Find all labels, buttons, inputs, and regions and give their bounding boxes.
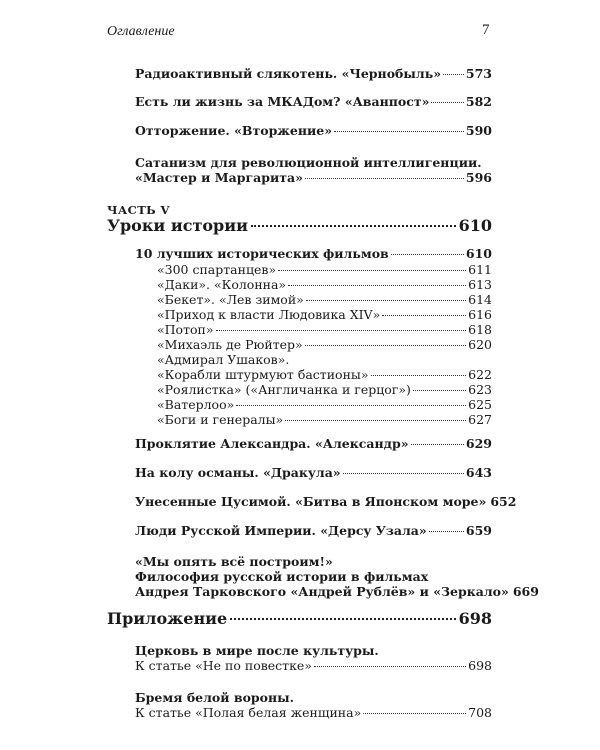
dot-leader <box>391 254 464 255</box>
toc-entry-title-line2: К статье «Не по повестке» <box>135 658 312 673</box>
toc-entry-title-line1: Сатанизм для революционной интеллигенции. <box>135 155 482 170</box>
toc-subentry-page: 614 <box>468 292 492 307</box>
toc-entry-title: Есть ли жизнь за МКАДом? «Аванпост» <box>135 94 430 109</box>
toc-entry[interactable] <box>135 246 492 261</box>
dot-leader <box>285 420 466 421</box>
toc-entry-title-line2: Философия русской истории в фильмах <box>135 569 429 584</box>
toc-entry-page: 596 <box>465 170 492 185</box>
toc-subentry[interactable] <box>157 412 492 427</box>
toc-subentry-page: 625 <box>468 397 492 412</box>
toc-subentry[interactable] <box>157 382 492 397</box>
dot-leader <box>236 405 466 406</box>
toc-subentry-title: «Потоп» <box>157 322 214 337</box>
dot-leader <box>382 315 466 316</box>
dot-leader <box>413 390 466 391</box>
part-label: ЧАСТЬ V <box>107 203 170 217</box>
dot-leader <box>343 473 464 474</box>
part-page: 610 <box>458 216 492 235</box>
toc-entry-title-line2: «Мастер и Маргарита» <box>135 170 303 185</box>
toc-entry-title: На колу османы. «Дракула» <box>135 465 341 480</box>
toc-entry[interactable] <box>135 523 492 538</box>
toc-subentry-page: 627 <box>468 412 492 427</box>
toc-entry[interactable] <box>135 94 492 109</box>
toc-entry[interactable] <box>135 436 492 451</box>
toc-entry[interactable] <box>135 658 492 673</box>
toc-subentry-title: «Ватерлоо» <box>157 397 235 412</box>
toc-entry-title: Отторжение. «Вторжение» <box>135 123 333 138</box>
dot-leader <box>363 713 466 714</box>
page-number: 7 <box>482 22 490 38</box>
toc-entry-title: Радиоактивный слякотень. «Чернобыль» <box>135 66 442 81</box>
toc-entry-page: 659 <box>465 523 492 538</box>
toc-subentry[interactable] <box>157 277 492 292</box>
part-title: Уроки истории <box>107 216 248 235</box>
toc-entry-page: 629 <box>465 436 492 451</box>
toc-entry[interactable] <box>135 66 492 81</box>
toc-subentry[interactable] <box>157 262 492 277</box>
toc-entry-title-line1: Церковь в мире после культуры. <box>135 643 379 658</box>
toc-subentry-title: «Даки». «Колонна» <box>157 277 287 292</box>
toc-entry-page: 582 <box>465 94 492 109</box>
toc-subentry[interactable] <box>157 322 492 337</box>
toc-entry-page: 610 <box>465 246 492 261</box>
toc-entry-title-line2: К статье «Полая белая женщина» <box>135 705 362 720</box>
dot-leader <box>230 618 455 620</box>
toc-subentry-title: «Приход к власти Людовика XIV» <box>157 307 381 322</box>
dot-leader <box>431 102 464 103</box>
dot-leader <box>371 375 467 376</box>
dot-leader <box>278 270 466 271</box>
toc-entry-page: 643 <box>465 465 492 480</box>
appendix-title: Приложение <box>107 609 228 628</box>
dot-leader <box>334 131 464 132</box>
dot-leader <box>251 225 456 227</box>
toc-subentry-page: 622 <box>468 367 492 382</box>
toc-subentry-page: 613 <box>468 277 492 292</box>
toc-subentry-page: 623 <box>468 382 492 397</box>
toc-subentry-page: 611 <box>468 262 492 277</box>
toc-entry-page: 698 <box>468 658 492 673</box>
toc-entry[interactable] <box>135 705 492 720</box>
dot-leader <box>216 330 467 331</box>
toc-entry-page: 590 <box>465 123 492 138</box>
toc-entry-page: 669 <box>512 584 539 599</box>
dot-leader <box>314 666 466 667</box>
toc-entry[interactable] <box>135 170 492 185</box>
part-title-entry[interactable] <box>107 216 492 235</box>
toc-entry-title: Унесенные Цусимой. «Битва в Японском море» <box>135 494 487 509</box>
toc-entry-title: 10 лучших исторических фильмов <box>135 246 389 261</box>
toc-entry[interactable] <box>135 494 517 509</box>
toc-entry-title: Люди Русской Империи. «Дерсу Узала» <box>135 523 427 538</box>
toc-entry-title-line3: Андрея Тарковского «Андрей Рублёв» и «Зеркало» <box>135 584 509 599</box>
toc-entry-title: Проклятие Александра. «Александр» <box>135 436 409 451</box>
toc-entry-page: 708 <box>468 705 492 720</box>
toc-subentry[interactable] <box>157 307 492 322</box>
appendix-entry[interactable] <box>107 609 492 628</box>
toc-subentry-page: 616 <box>468 307 492 322</box>
toc-subentry[interactable] <box>157 292 492 307</box>
dot-leader <box>288 285 466 286</box>
appendix-page: 698 <box>458 609 492 628</box>
dot-leader <box>305 178 464 179</box>
dot-leader <box>306 300 466 301</box>
toc-entry-title-line1: «Мы опять всё построим!» <box>135 554 333 569</box>
toc-subentry[interactable] <box>157 367 492 382</box>
toc-entry-page: 652 <box>490 494 517 509</box>
dot-leader <box>443 74 464 75</box>
toc-entry-page: 573 <box>465 66 492 81</box>
toc-subentry-page: 620 <box>468 337 492 352</box>
toc-subentry-title: «Боги и генералы» <box>157 412 284 427</box>
toc-subentry-title-line2: «Корабли штурмуют бастионы» <box>157 367 369 382</box>
toc-subentry[interactable] <box>157 337 492 352</box>
toc-entry[interactable] <box>135 465 492 480</box>
toc-subentry-page: 618 <box>468 322 492 337</box>
toc-entry[interactable] <box>135 584 539 599</box>
toc-subentry-title: «300 спартанцев» <box>157 262 277 277</box>
toc-subentry-title-line1: «Адмирал Ушаков». <box>157 352 290 367</box>
toc-subentry-title: «Бекет». «Лев зимой» <box>157 292 304 307</box>
toc-entry-title-line1: Бремя белой вороны. <box>135 690 295 705</box>
dot-leader <box>411 444 464 445</box>
toc-subentry[interactable] <box>157 397 492 412</box>
toc-entry[interactable] <box>135 123 492 138</box>
toc-subentry-title: «Роялистка» («Англичанка и герцог») <box>157 382 411 397</box>
running-title: Оглавление <box>107 24 175 39</box>
dot-leader <box>429 531 464 532</box>
dot-leader <box>305 345 466 346</box>
toc-subentry-title: «Михаэль де Рюйтер» <box>157 337 303 352</box>
